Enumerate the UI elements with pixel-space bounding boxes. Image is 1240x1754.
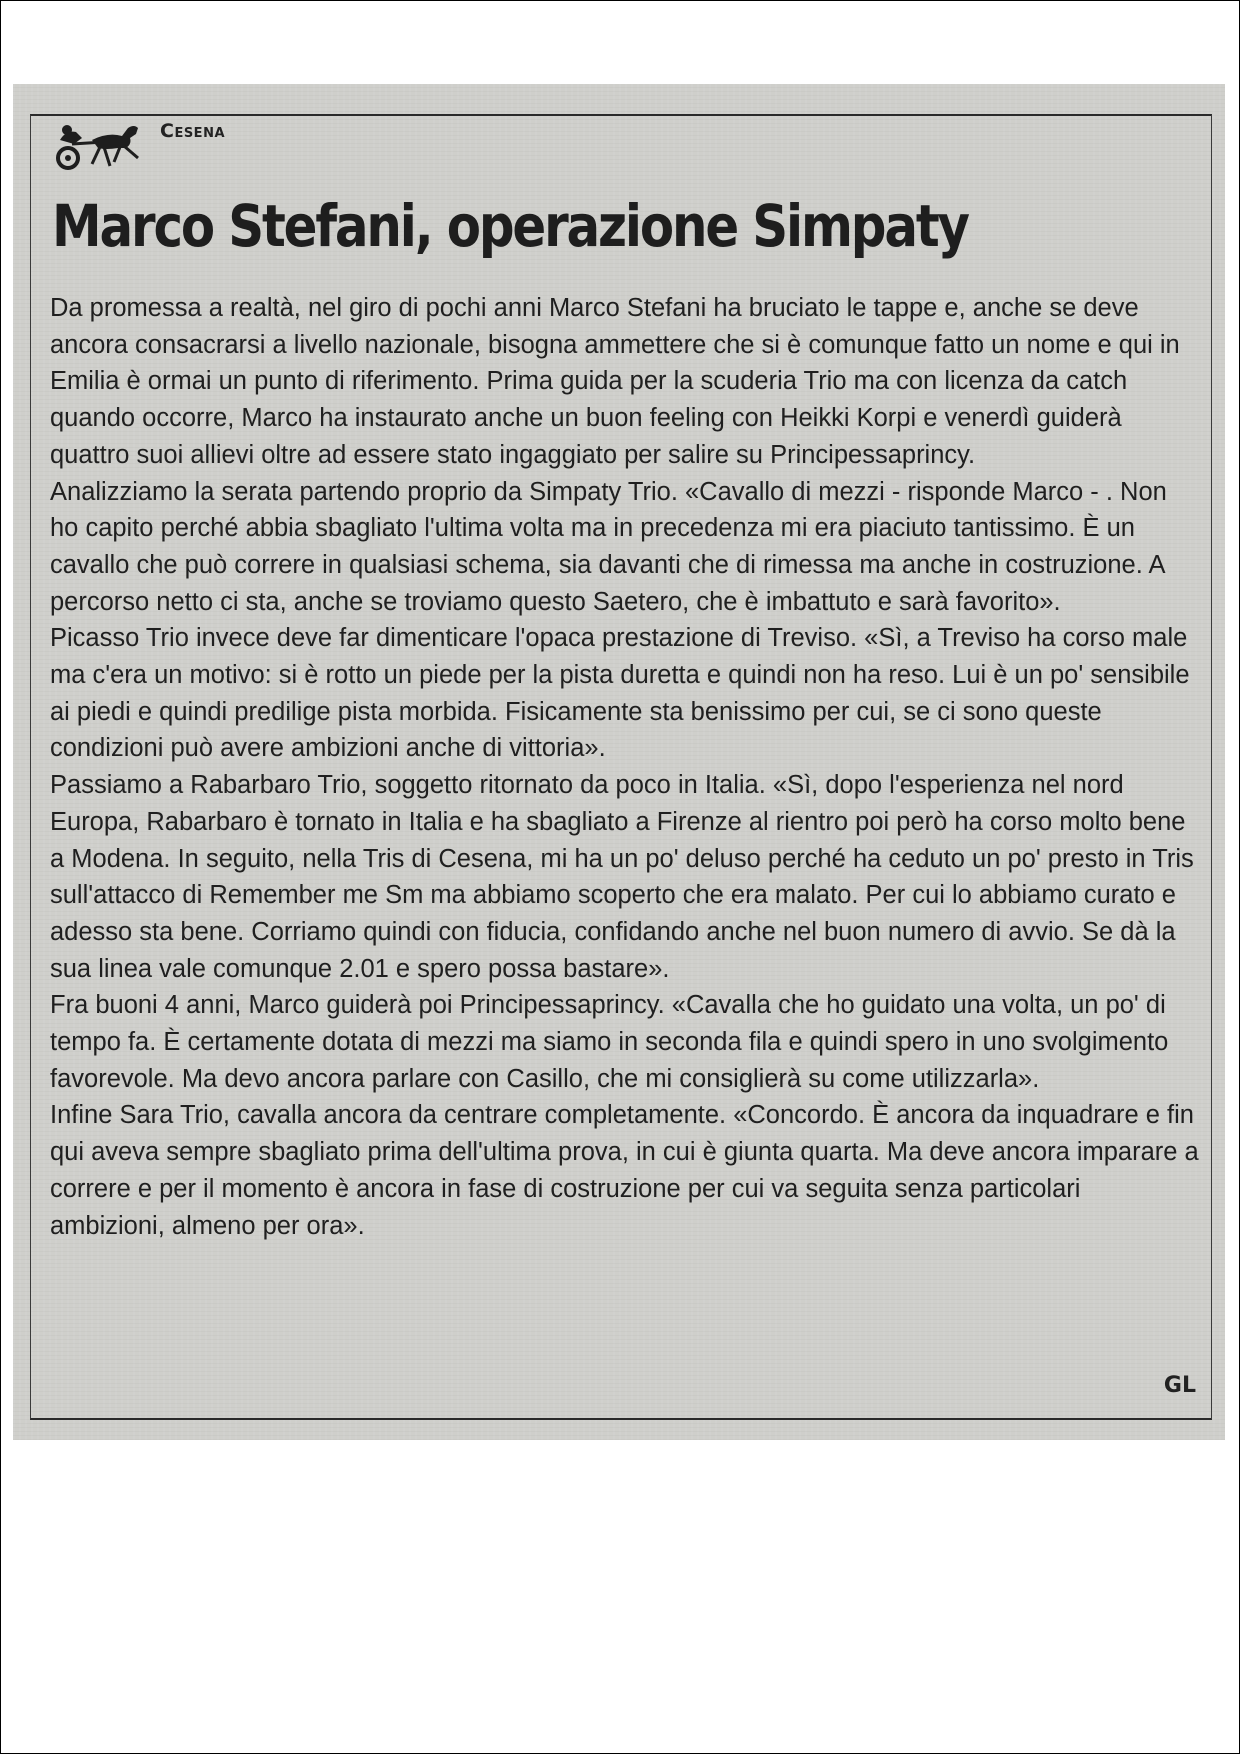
section-kicker [48,116,448,176]
article-paragraph: Analizziamo la serata partendo proprio da Simpaty Trio. «Cavallo di mezzi - risponde Marco - . Non ho capito perché abbia sbagliato l'ultima volta ma in precedenza mi era piaciuto tantissimo. È un cavallo che può correre in qualsiasi schema, sia davanti che di rimessa ma anche in costruzione. A percorso netto ci sta, anche se troviamo questo Saetero, che è imbattuto e sarà favorito». [50,477,1167,616]
article-paragraph: Passiamo a Rabarbaro Trio, soggetto ritornato da poco in Italia. «Sì, dopo l'esperienza nel nord Europa, Rabarbaro è tornato in Italia e ha sbagliato a Firenze al rientro poi però ha corso molto bene a Modena. In seguito, nella Tris di Cesena, mi ha un po' deluso perché ha ceduto un po' presto in Tris sull'attacco di Remember me Sm ma abbiamo scoperto che era malato. Per cui lo abbiamo curato e adesso sta bene. Corriamo quindi con fiducia, confidando anche nel buon numero di avvio. Se dà la sua linea vale comunque 2.01 e spero possa bastare». [50,771,1194,983]
author-initials: GL [1163,1373,1196,1398]
article-paragraph: Fra buoni 4 anni, Marco guiderà poi Principessaprincy. «Cavalla che ho guidato una volta, un po' di tempo fa. È certamente dotata di mezzi ma siamo in seconda fila e quindi spero in uno svolgimento favorevole. Ma devo ancora parlare con Casillo, che mi consiglierà su come utilizzarla». [50,991,1169,1093]
article-body [50,290,1202,1244]
article-paragraph: Da promessa a realtà, nel giro di pochi anni Marco Stefani ha bruciato le tappe e, anche se deve ancora consacrarsi a livello nazionale, bisogna ammettere che si è comunque fatto un nome e qui in Emilia è ormai un punto di riferimento. Prima guida per la scuderia Trio ma con licenza da catch quando occorre, Marco ha instaurato anche un buon feeling con Heikki Korpi e venerdì guiderà quattro suoi allievi oltre ad essere stato ingaggiato per salire su Principessaprincy. [50,294,1180,469]
harness-racing-sulky-icon [52,118,146,176]
article-paragraph: Picasso Trio invece deve far dimenticare l'opaca prestazione di Treviso. «Sì, a Treviso ha corso male ma c'era un motivo: si è rotto un piede per la pista duretta e quindi non ha reso. Lui è un po' sensibile ai piedi e quindi predilige pista morbida. Fisicamente sta benissimo per cui, se ci sono queste condizioni può avere ambizioni anche di vittoria». [50,624,1190,763]
section-label: Cesena [160,120,226,142]
article-headline: Marco Stefani, operazione Simpaty [52,192,968,260]
article-paragraph: Infine Sara Trio, cavalla ancora da centrare completamente. «Concordo. È ancora da inquadrare e fin qui aveva sempre sbagliato prima dell'ultima prova, in cui è giunta quarta. Ma deve ancora imparare a correre e per il momento è ancora in fase di costruzione per cui va seguita senza particolari ambizioni, almeno per ora». [50,1101,1199,1240]
